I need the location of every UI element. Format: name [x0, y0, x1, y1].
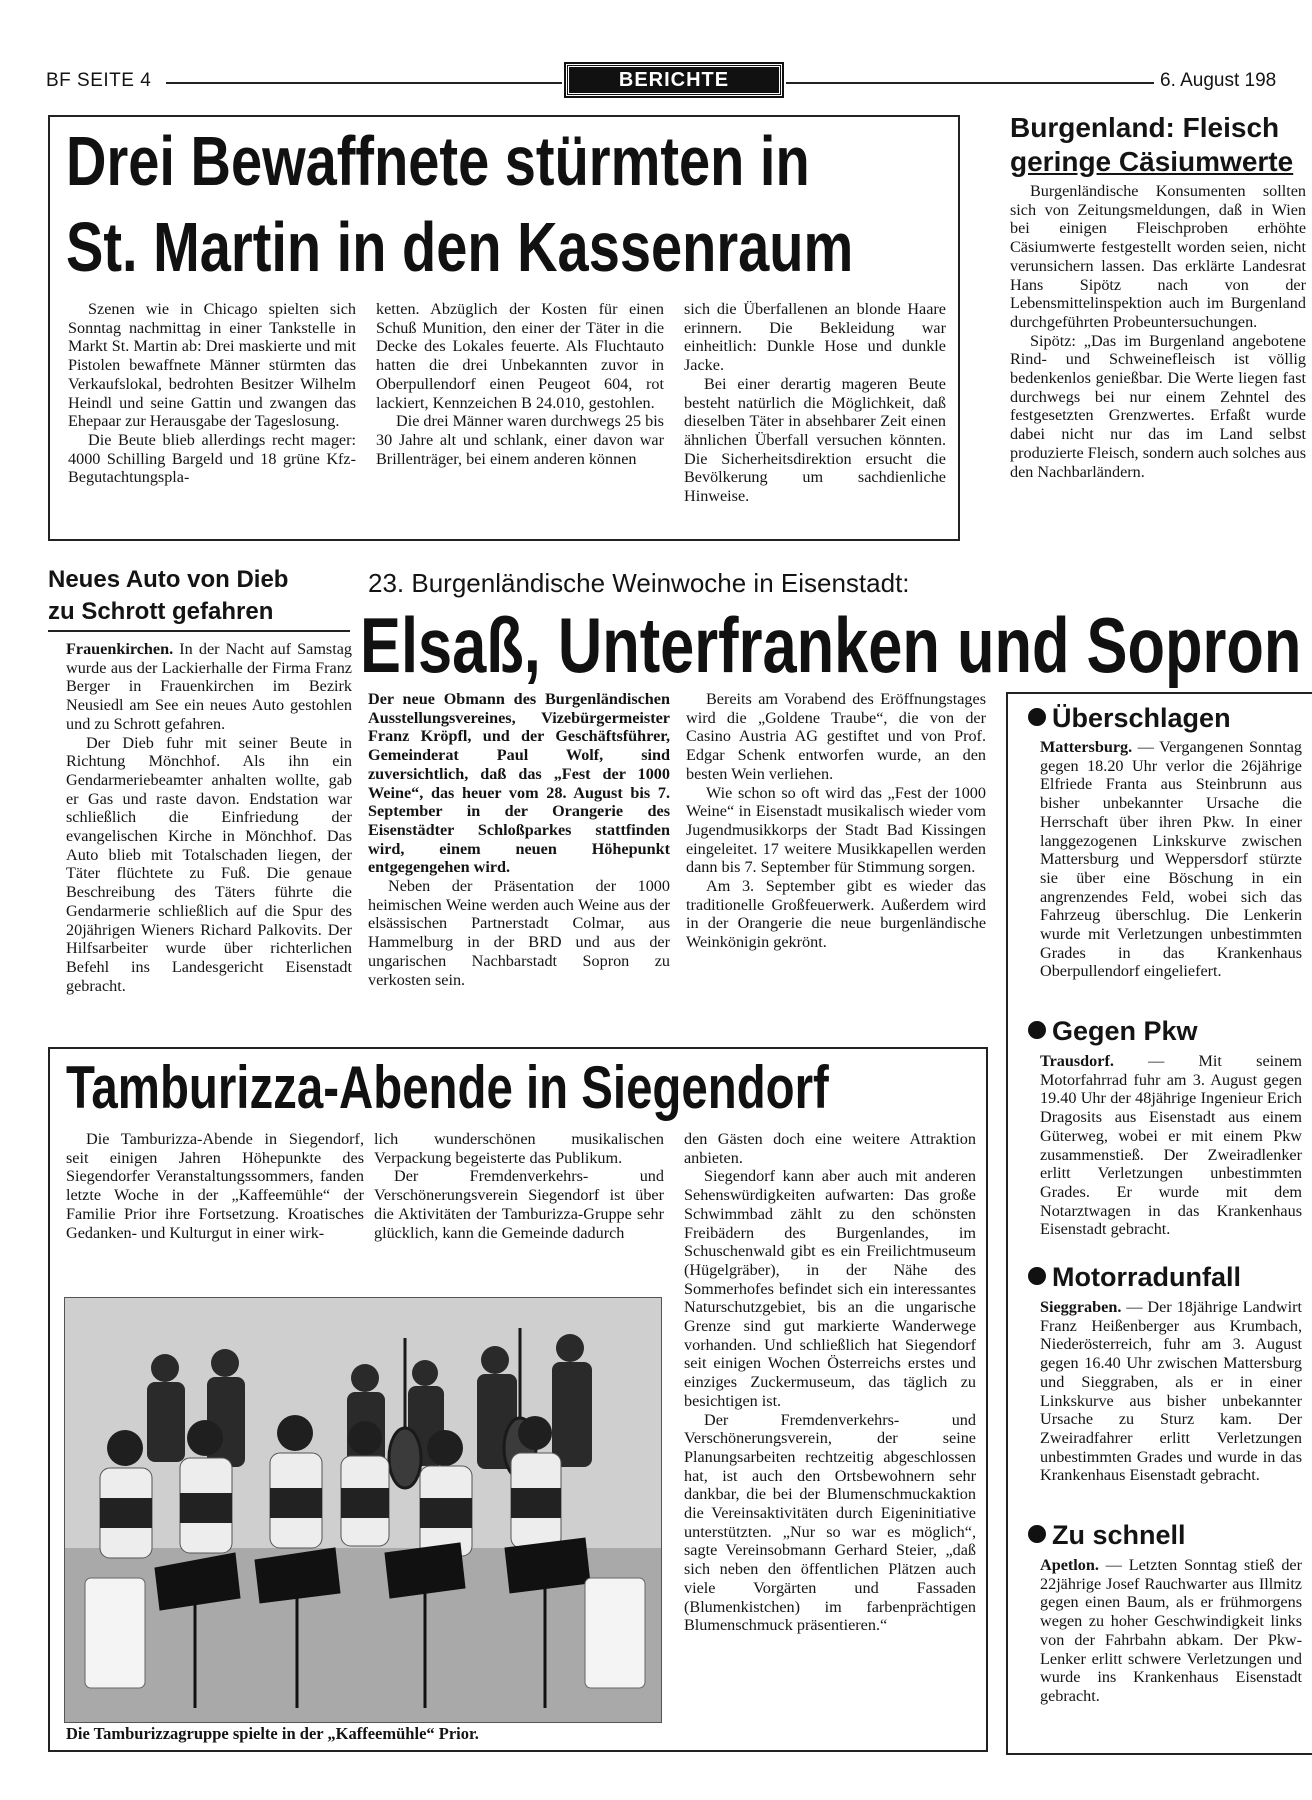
- article-fleisch-headline-line1: Burgenland: Fleisch: [1010, 112, 1280, 143]
- article-robbery-column-2: [376, 300, 664, 524]
- paragraph: lich wunderschönen musikalischen Verpackung begeisterte das Publikum.: [374, 1130, 664, 1167]
- paragraph: Burgenländische Konsumenten sollten sich von Zeitungsmeldungen, daß in Wien bei einigen Fleischproben erhöhte Cäsiumwerte festgestellt worden seien, nicht verunsichern lassen. Das erklärte Landesrat Hans Sipötz nach von der Lebensmittelinspektion auch im Burgenland durchgeführten Probeuntersuchungen.: [1010, 182, 1306, 331]
- paragraph: Bereits am Vorabend des Eröffnungstages wird die „Goldene Traube“, die von der Casino Austria AG gestiftet und von Prof. Edgar Schenk entworfen wurde, an den besten Wein verliehen.: [686, 690, 986, 783]
- article-wein-kicker: 23. Burgenländische Weinwoche in Eisenstadt:: [368, 568, 910, 598]
- dateline: Mattersburg.: [1040, 738, 1133, 756]
- paragraph: Der Fremdenverkehrs- und Verschönerungsverein Siegendorf ist über die Aktivitäten der Tamburizza-Gruppe sehr glücklich, kann die Gemeinde dadurch: [374, 1167, 664, 1242]
- article-fleisch-body: [1010, 182, 1306, 536]
- brief-2-title: Gegen Pkw: [1052, 1016, 1198, 1046]
- paragraph: den Gästen doch eine weitere Attraktion anbieten.: [684, 1130, 976, 1167]
- brief-4-headline: [1028, 1520, 1186, 1550]
- brief-3-title: Motorradunfall: [1052, 1262, 1241, 1292]
- paragraph: Der Dieb fuhr mit seiner Beute in Richtung Mönchhof. Als ihn ein Gendarmeriebeamter anhalten wollte, gab er Gas und raste davon. Endstation war schließlich die Einfriedung der evangelischen Kirche in Mönchhof. Das Auto blieb mit Totalschaden liegen, der Täter flüchtete zu Fuß. Die genaue Beschreibung des Täters führte die Gendarmerie schließlich auf die Spur des 20jährigen Wieners Richard Palkovits. Der Hilfsarbeiter wurde über richterlichen Befehl ins Landesgericht Eisenstadt gebracht.: [66, 733, 352, 995]
- paragraph: Der Fremdenverkehrs- und Verschönerungsverein, der seine Planungsarbeiten rechtzeitig abgeschlossen hat, ist auch den Ortsbewohnern sehr dankbar, die bei der Blumenschmuckaktion die Vereinsaktivitäten durch Eigeninitiative unterstützten. „Nur so war es möglich“, sagte Vereinsobmann Gerhard Steier, „daß sich neben den öffentlichen Plätzen auch viele Vorgärten und Fassaden (Blumenkistchen) im farbenprächtigen Blumenschmuck präsentieren.“: [684, 1410, 976, 1635]
- article-auto-body: [66, 640, 352, 1030]
- brief-1-title: Überschlagen: [1052, 703, 1231, 733]
- paragraph: Siegendorf kann aber auch mit anderen Sehenswürdigkeiten aufwarten: Das große Schwimmbad zählt zu den schönsten Freibädern des Burgenlandes, im Schuschenwald gibt es ein Freilichtmuseum (Hügelgräber), in der Nähe des Sommerhofes befindet sich ein interessantes Naturschutzgebiet, bis an die ungarische Grenze sind gut markierte Wanderwege vorhanden. Und schließlich hat Siegendorf seit einigen Wochen Österreichs erstes und einziges Zuckermuseum, das täglich zu besichtigen ist.: [684, 1167, 976, 1410]
- briefs-box-bottom: [1006, 1753, 1312, 1755]
- bullet-icon: [1028, 1525, 1046, 1543]
- brief-4-title: Zu schnell: [1052, 1520, 1186, 1550]
- paragraph: Neben der Präsentation der 1000 heimischen Weine werden auch Weine aus der elsässischen Partnerstadt Colmar, aus Hammelburg in der BRD und aus der ungarischen Nachbarstadt Sopron zu verkosten sein.: [368, 877, 670, 989]
- header-rule-right: [786, 82, 1154, 84]
- paragraph: Szenen wie in Chicago spielten sich Sonntag nachmittag in einer Tankstelle in Markt St. Martin ab: Drei maskierte und mit Pistolen bewaffnete Männer stürmten das Verkaufslokal, bedrohten Besitzer Wilhelm Heindl und seine Gattin und zwangen das Ehepaar zur Herausgabe der Tageslosung.: [68, 300, 356, 431]
- brief-1-headline: [1028, 703, 1231, 733]
- article-robbery-headline-line1: Drei Bewaffnete stürmten in: [66, 122, 810, 200]
- article-fleisch-headline-line2: geringe Cäsiumwerte: [1010, 146, 1294, 177]
- paragraph: Bei einer derartig mageren Beute besteht natürlich die Möglichkeit, daß dieselben Täter in absehbarer Zeit einen ähnlichen Überfall versuchen könnten. Die Sicherheitsdirektion ersucht die Bevölkerung um sachdienliche Hinweise.: [684, 374, 946, 506]
- paragraph: Die drei Männer waren durchwegs 25 bis 30 Jahre alt und schlank, einer davon war Brillenträger, bei einem anderen können: [376, 412, 664, 468]
- article-auto-headline-line1: Neues Auto von Dieb: [48, 566, 289, 593]
- paragraph: Wie schon so oft wird das „Fest der 1000 Weine“ in Eisenstadt musikalisch wieder vom Jugendmusikkorps der Stadt Bad Kissingen eingeleitet. 17 weitere Musikkapellen werden dann bis 7. September für Stimmung sorgen.: [686, 783, 986, 877]
- brief-4-body: [1040, 1556, 1302, 1748]
- dateline: Frauenkirchen.: [66, 640, 174, 658]
- article-tamburizza-column-2: [374, 1130, 664, 1290]
- paragraph: Am 3. September gibt es wieder das traditionelle Großfeuerwerk. Außerdem wird in der Orangerie die neue burgenländische Weinkönigin gekrönt.: [686, 877, 986, 952]
- paragraph: sich die Überfallenen an blonde Haare erinnern. Die Bekleidung war einheitlich: Dunkle Hose und dunkle Jacke.: [684, 300, 946, 375]
- bullet-icon: [1028, 708, 1046, 726]
- article-robbery-column-3: [684, 300, 946, 524]
- briefs-box-top: [1006, 692, 1312, 694]
- bullet-icon: [1028, 1021, 1046, 1039]
- bullet-icon: [1028, 1267, 1046, 1285]
- brief-1-body: [1040, 738, 1302, 1010]
- brief-3-body: [1040, 1298, 1302, 1524]
- paragraph: ketten. Abzüglich der Kosten für einen Schuß Munition, den einer der Täter in die Decke des Lokales feuerte. Als Fluchtauto hatten die drei Unbekannten zuvor in Oberpullendorf einen Peugeot 604, rot lackiert, Kennzeichen B 24.010, gestohlen.: [376, 300, 664, 412]
- paragraph: Sipötz: „Das im Burgenland angebotene Rind- und Schweinefleisch ist völlig bedenkenlos genießbar. Die Werte liegen fast durchwegs bei nur einem Zehntel des festgesetzten Grenzwertes. Erfaßt wurde dabei nicht nur das im Land selbst produzierte Fleisch, sondern auch solches aus den Nachbarländern.: [1010, 331, 1306, 481]
- paragraph: Die Beute blieb allerdings recht mager: 4000 Schilling Bargeld und 18 grüne Kfz-Begutachtungspla-: [68, 430, 356, 487]
- brief-2-body: [1040, 1052, 1302, 1260]
- paragraph: Die Tamburizza-Abende in Siegendorf, seit einigen Jahren Höhepunkte des Siegendorfer Veranstaltungssommers, fanden letzte Woche in der „Kaffeemühle“ der Familie Prior ihre Fortsetzung. Kroatisches Gedanken- und Kulturgut in einer wirk-: [66, 1130, 364, 1242]
- briefs-box-left: [1006, 692, 1008, 1755]
- article-tamburizza-headline: Tamburizza-Abende in Siegendorf: [66, 1054, 829, 1121]
- article-auto-headline-line2: zu Schrott gefahren: [48, 598, 274, 625]
- section-tag: BERICHTE: [566, 64, 782, 96]
- dateline: Sieggraben.: [1040, 1298, 1122, 1316]
- header-rule-left: [166, 82, 562, 84]
- paragraph: — Letzten Sonntag stieß der 22jährige Josef Rauchwarter aus Illmitz gegen einen Baum, als er frühmorgens wegen zu hoher Geschwindigkeit links von der Fahrbahn abkam. Der Pkw-Lenker erlitt schwere Verletzungen und wurde ins Krankenhaus Eisenstadt gebracht.: [1040, 1556, 1302, 1705]
- photo-caption: Die Tamburizzagruppe spielte in der „Kaffeemühle“ Prior.: [66, 1724, 479, 1743]
- article-wein-column-2: [686, 690, 986, 1040]
- page-number: BF SEITE 4: [46, 70, 152, 91]
- dateline: Apetlon.: [1040, 1556, 1099, 1574]
- article-tamburizza-column-3: [684, 1130, 976, 1742]
- paragraph: — Vergangenen Sonntag gegen 18.20 Uhr verlor die 26jährige Elfriede Franta aus Steinbrunn aus bisher unbekannter Ursache die Herrschaft über ihren Pkw. In einer langgezogenen Linkskurve zwischen Mattersburg und Weppersdorf stürzte sie über eine Böschung in ein angrenzendes Feld, wobei sich das Fahrzeug überschlug. Die Lenkerin wurde mit Verletzungen unbestimmten Grades in das Krankenhaus Oberpullendorf eingeliefert.: [1040, 738, 1302, 981]
- brief-3-headline: [1028, 1262, 1241, 1292]
- paragraph: In der Nacht auf Samstag wurde aus der Lackierhalle der Firma Franz Berger in Frauenkirchen im Bezirk Neusiedl am See ein neues Auto gestohlen und zu Schrott gefahren.: [66, 640, 352, 733]
- article-robbery-headline-line2: St. Martin in den Kassenraum: [66, 208, 854, 286]
- paragraph: — Mit seinem Motorfahrrad fuhr am 3. August gegen 19.40 Uhr der 48jährige Ingenieur Erich Dragosits aus Eisenstadt aus einem Güterweg, wobei er mit einem Pkw zusammenstieß. Der Zweiradlenker erlitt Verletzungen unbestimmten Grades. Er wurde mit dem Notarztwagen in das Krankenhaus Eisenstadt gebracht.: [1040, 1052, 1302, 1239]
- tamburizza-photo: [64, 1297, 662, 1723]
- dateline: Trausdorf.: [1040, 1052, 1114, 1070]
- article-robbery-column-1: [68, 300, 356, 524]
- brief-2-headline: [1028, 1016, 1198, 1046]
- article-tamburizza-column-1: [66, 1130, 364, 1290]
- issue-date: 6. August 198: [1160, 70, 1277, 91]
- paragraph: — Der 18jährige Landwirt Franz Heißenberger aus Krumbach, Niederösterreich, fuhr am 3. August gegen 16.40 Uhr zwischen Mattersburg und Sieggraben, als er in einer Linkskurve aus bisher unbekannter Ursache zu Sturz kam. Der Zweiradfahrer erlitt Verletzungen unbestimmten Grades und wurde in das Krankenhaus Eisenstadt gebracht.: [1040, 1298, 1302, 1485]
- article-wein-headline: Elsaß, Unterfranken und Sopron: [360, 601, 1302, 689]
- article-auto-rule: [48, 630, 350, 632]
- article-wein-lead: Der neue Obmann des Burgenländischen Ausstellungsvereines, Vizebürgermeister Franz Kröpfl, und der Geschäftsführer, Gemeinderat Paul Wolf, sind zuversichtlich, daß das „Fest der 1000 Weine“, das heuer vom 28. August bis 7. September in der Orangerie des Eisenstädter Schloßparkes stattfinden wird, einem neuen Höhepunkt entgegengehen wird.: [368, 690, 670, 877]
- musicians-photo-illustration: [65, 1298, 662, 1723]
- article-wein-column-1: [368, 690, 670, 1040]
